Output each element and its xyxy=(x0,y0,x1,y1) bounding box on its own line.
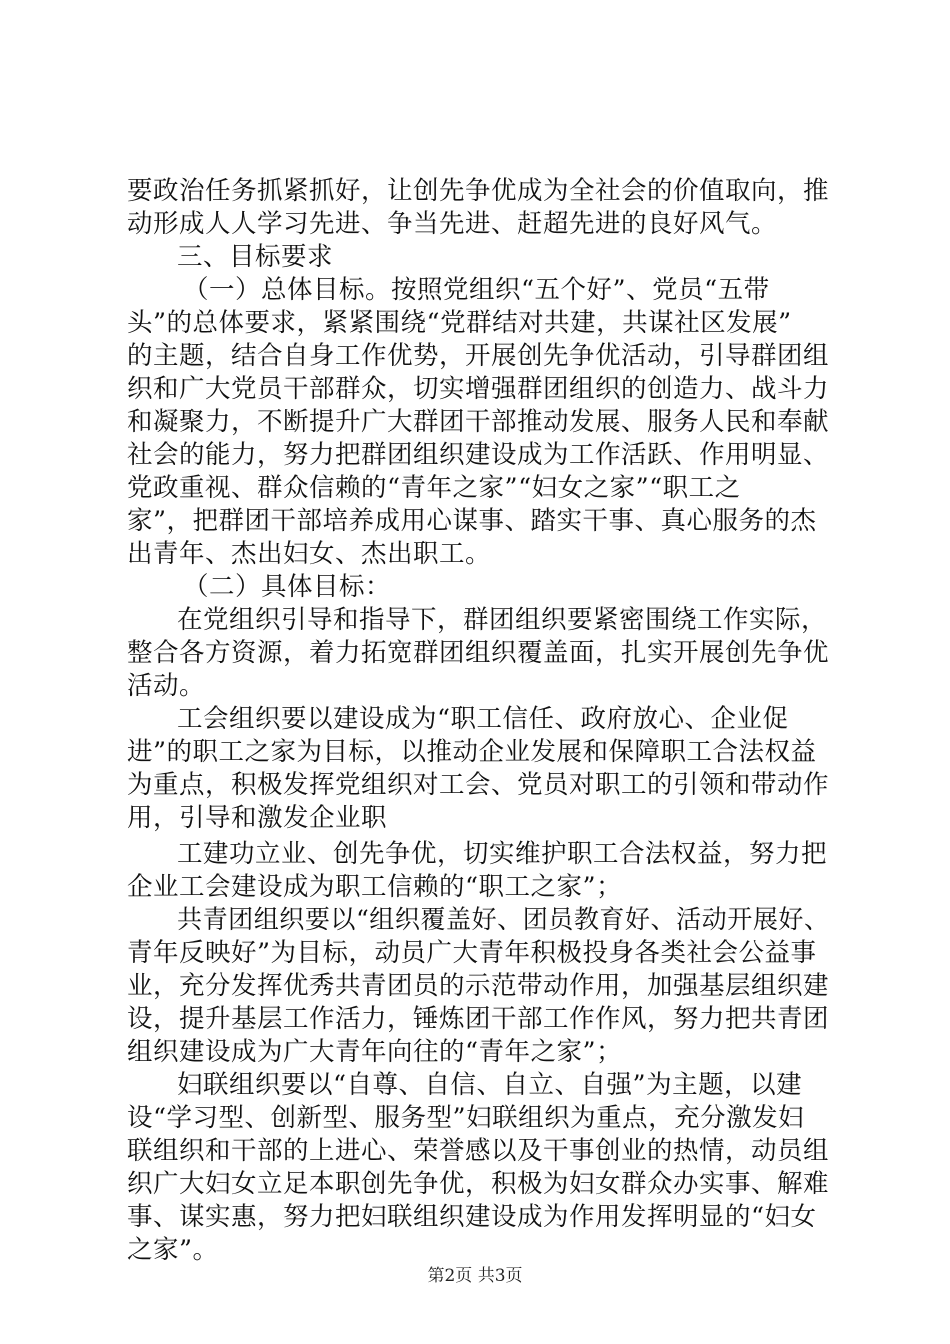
text-line: 出青年、杰出妇女、杰出职工。 xyxy=(127,539,492,569)
text-line: 妇联组织要以“自尊、自信、自立、自强”为主题，以建 xyxy=(177,1070,803,1100)
text-line: 设，提升基层工作活力，锤炼团干部工作作风，努力把共青团 xyxy=(127,1004,830,1034)
text-line: 党政重视、群众信赖的“青年之家”“妇女之家”“职工之 xyxy=(127,473,741,503)
text-line: 之家”。 xyxy=(127,1235,219,1265)
text-line: 要政治任务抓紧抓好，让创先争优成为全社会的价值取向，推 xyxy=(127,176,830,206)
section-heading: 三、目标要求 xyxy=(177,242,334,272)
text-line: 用，引导和激发企业职 xyxy=(127,803,388,833)
text-line: 头”的总体要求，紧紧围绕“党群结对共建，共谋社区发展” xyxy=(127,308,792,338)
text-line: 社会的能力，努力把群团组织建设成为工作活跃、作用明显、 xyxy=(127,440,830,470)
text-line: 联组织和干部的上进心、荣誉感以及干事创业的热情，动员组 xyxy=(127,1136,830,1166)
text-line: 的主题，结合自身工作优势，开展创先争优活动，引导群团组 xyxy=(127,341,830,371)
text-line: 业，充分发挥优秀共青团员的示范带动作用，加强基层组织建 xyxy=(127,971,830,1001)
text-line: 活动。 xyxy=(127,671,206,701)
text-line: 动形成人人学习先进、争当先进、赶超先进的良好风气。 xyxy=(127,209,778,239)
text-line: 青年反映好”为目标，动员广大青年积极投身各类社会公益事 xyxy=(127,938,817,968)
text-line: 进”的职工之家为目标，以推动企业发展和保障职工合法权益 xyxy=(127,737,817,767)
text-line: 组织建设成为广大青年向往的“青年之家”； xyxy=(127,1037,623,1067)
text-line: 工会组织要以建设成为“职工信任、政府放心、企业促 xyxy=(177,704,789,734)
text-line: 设“学习型、创新型、服务型”妇联组织为重点，充分激发妇 xyxy=(127,1103,805,1133)
text-line: 为重点，积极发挥党组织对工会、党员对职工的引领和带动作 xyxy=(127,770,830,800)
text-line: 共青团组织要以“组织覆盖好、团员教育好、活动开展好、 xyxy=(177,905,830,935)
text-line: 事、谋实惠，努力把妇联组织建设成为作用发挥明显的“妇女 xyxy=(127,1202,817,1232)
text-line: 企业工会建设成为职工信赖的“职工之家”； xyxy=(127,872,623,902)
text-line: 织广大妇女立足本职创先争优，积极为妇女群众办实事、解难 xyxy=(127,1169,830,1199)
text-line: 工建功立业、创先争优，切实维护职工合法权益，努力把 xyxy=(177,839,828,869)
text-line: 织和广大党员干部群众，切实增强群团组织的创造力、战斗力 xyxy=(127,374,830,404)
text-line: （一）总体目标。按照党组织“五个好”、党员“五带 xyxy=(183,275,770,305)
subsection-heading: （二）具体目标： xyxy=(183,572,392,602)
page-footer xyxy=(0,1264,950,1288)
text-line: 整合各方资源，着力拓宽群团组织覆盖面，扎实开展创先争优 xyxy=(127,638,830,668)
page-number: 第2页 共3页 xyxy=(427,1266,523,1286)
text-line: 在党组织引导和指导下，群团组织要紧密围绕工作实际， xyxy=(177,605,828,635)
text-line: 家”，把群团干部培养成用心谋事、踏实干事、真心服务的杰 xyxy=(127,506,817,536)
text-line: 和凝聚力，不断提升广大群团干部推动发展、服务人民和奉献 xyxy=(127,407,830,437)
